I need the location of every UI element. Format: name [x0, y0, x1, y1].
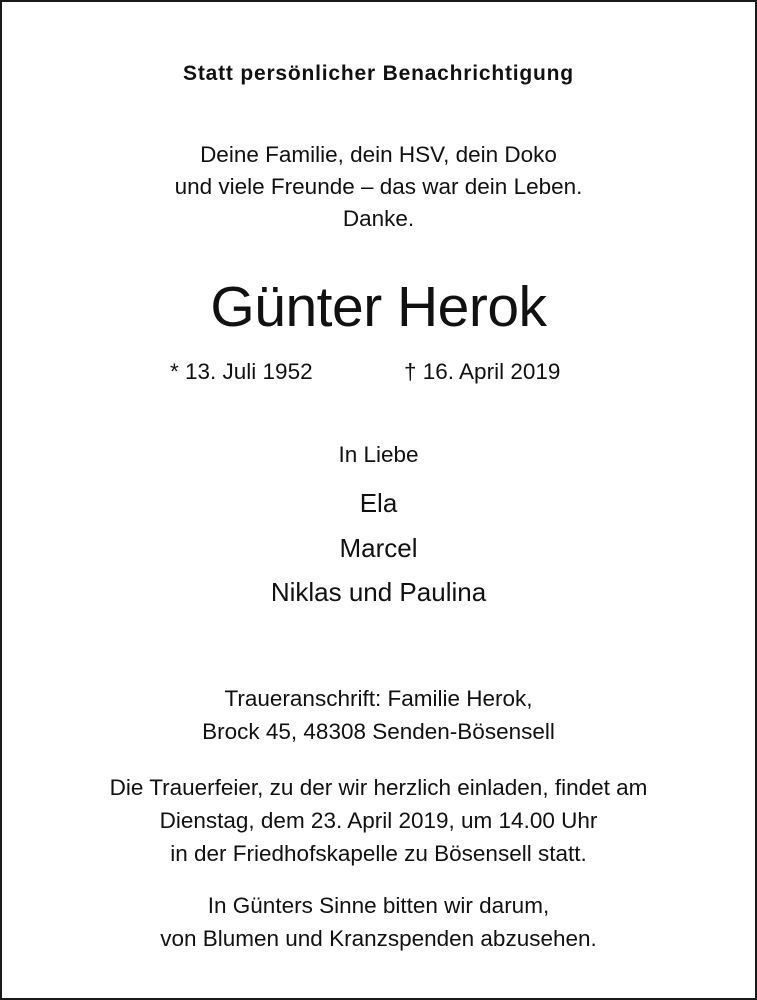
- ceremony-line-3: in der Friedhofskapelle zu Bösensell statt.: [170, 841, 587, 866]
- notice-header: Statt persönlicher Benachrichtigung: [183, 62, 574, 85]
- ceremony-line-1: Die Trauerfeier, zu der wir herzlich einladen, findet am: [109, 775, 648, 800]
- ceremony-line-2: Dienstag, dem 23. April 2019, um 14.00 Uhr: [159, 808, 598, 833]
- quote-line-3: Danke.: [342, 206, 415, 231]
- mourner-name: Niklas und Paulina: [270, 577, 487, 607]
- request-line-2: von Blumen und Kranzspenden abzusehen.: [160, 926, 597, 951]
- birth-date: * 13. Juli 1952: [170, 359, 313, 384]
- quote-line-2: und viele Freunde – das war dein Leben.: [174, 174, 583, 199]
- death-date: † 16. April 2019: [404, 359, 561, 384]
- request-line-1: In Günters Sinne bitten wir darum,: [207, 893, 550, 918]
- mourner-name: Ela: [359, 488, 398, 518]
- mourners-intro: In Liebe: [338, 442, 419, 467]
- address-line-1: Traueranschrift: Familie Herok,: [224, 686, 533, 711]
- mourner-name: Marcel: [339, 533, 418, 563]
- quote-line-1: Deine Familie, dein HSV, dein Doko: [200, 142, 557, 167]
- deceased-name: Günter Herok: [210, 275, 547, 339]
- life-dates: [2, 359, 755, 389]
- address-line-2: Brock 45, 48308 Senden-Bösensell: [202, 719, 555, 744]
